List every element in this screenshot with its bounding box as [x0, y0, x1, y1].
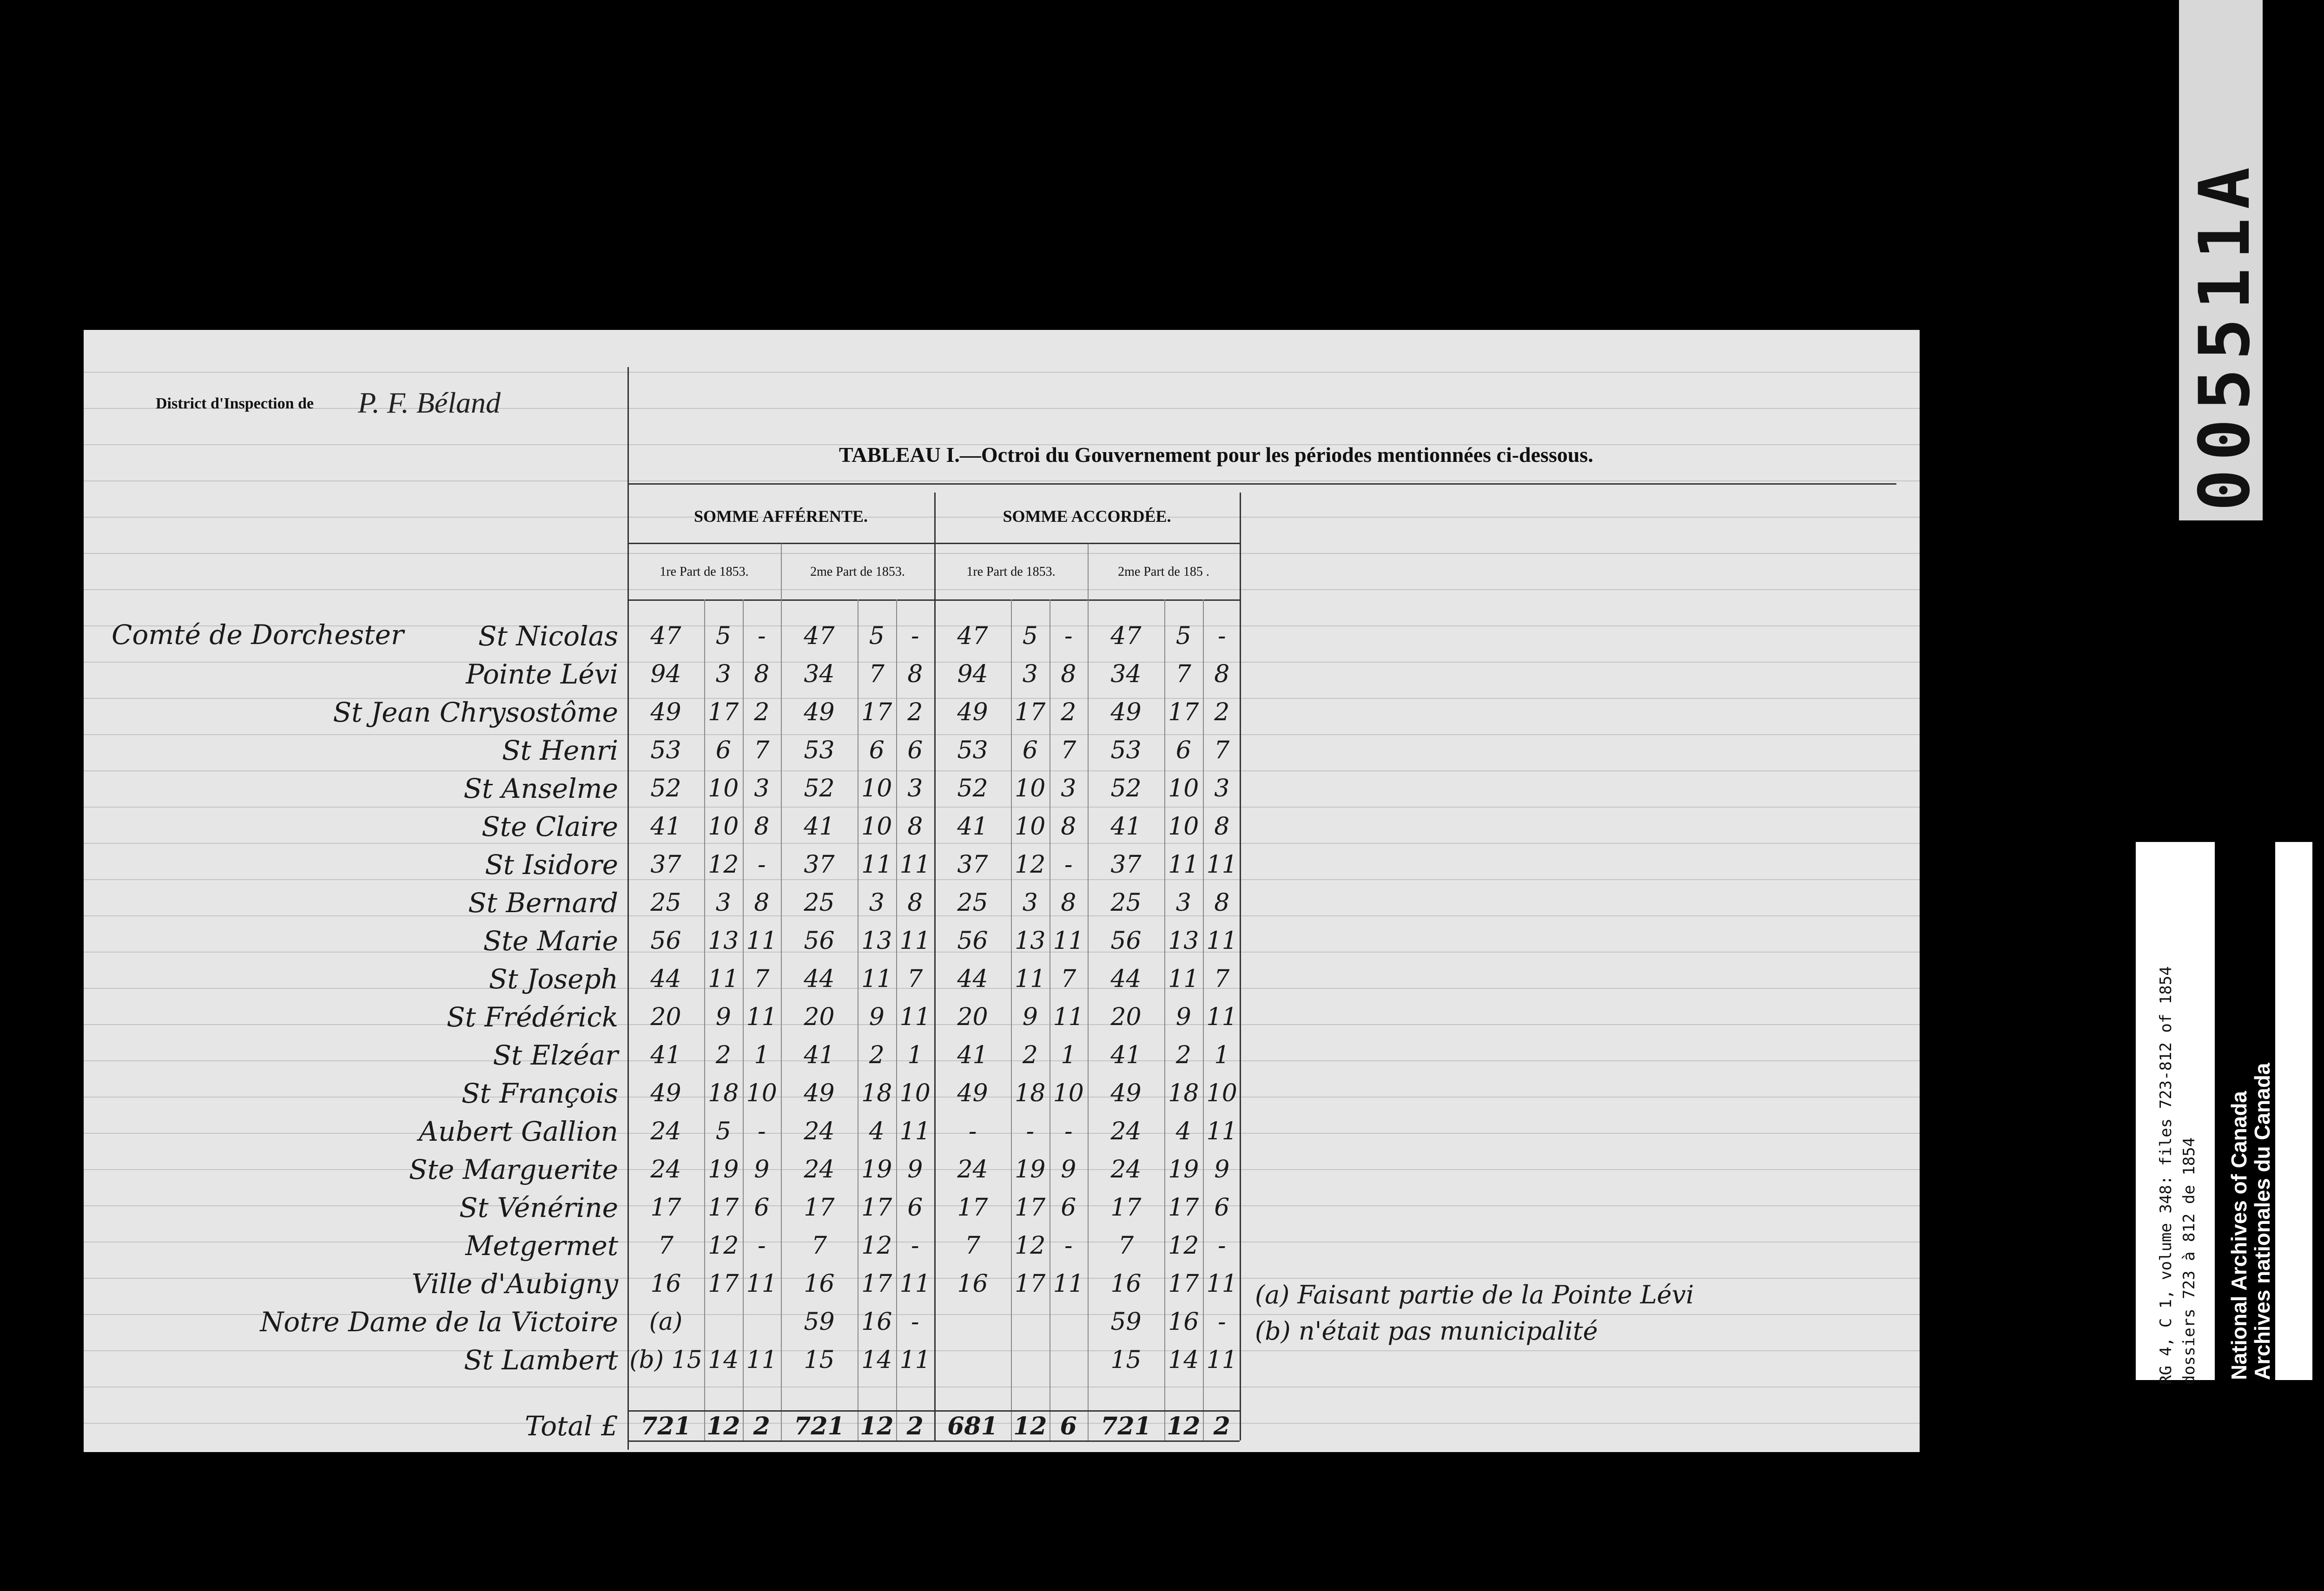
amount-cell: 37 [1110, 851, 1142, 879]
amount-cell: 6 [1022, 736, 1038, 764]
amount-cell: 94 [650, 660, 681, 688]
group-rule [627, 543, 1240, 544]
amount-cell: 7 [1175, 660, 1191, 688]
amount-cell: 9 [907, 1156, 923, 1183]
amount-cell: - [1064, 1232, 1073, 1260]
amount-cell: 53 [650, 736, 681, 764]
amount-cell: 56 [1110, 927, 1142, 955]
amount-cell: 17 [957, 1194, 988, 1222]
amount-cell: 10 [1168, 813, 1199, 841]
amount-cell: 5 [1022, 622, 1038, 650]
amount-cell: 41 [957, 1041, 988, 1069]
amount-cell: 19 [861, 1156, 892, 1183]
amount-cell: - [757, 1232, 766, 1260]
amount-cell: 3 [1022, 889, 1038, 917]
archive-org-en: National Archives of Canada [2227, 1091, 2251, 1380]
amount-cell: 49 [957, 1079, 988, 1107]
total-top-rule [627, 1410, 1240, 1412]
amount-cell: 8 [1214, 813, 1230, 841]
amount-cell: 25 [804, 889, 835, 917]
amount-cell: 17 [861, 1194, 892, 1222]
total-label: Total £ [525, 1410, 618, 1442]
amount-cell: 1 [1214, 1041, 1230, 1069]
amount-cell: 19 [708, 1156, 739, 1183]
amount-cell: 10 [708, 775, 739, 802]
amount-cell: - [911, 1232, 919, 1260]
amount-cell: 5 [1175, 622, 1191, 650]
amount-cell: 11 [1015, 965, 1046, 993]
amount-cell: 10 [708, 813, 739, 841]
amount-cell: 10 [1206, 1079, 1237, 1107]
row-label: St Frédérick [446, 1001, 618, 1033]
amount-cell: 56 [804, 927, 835, 955]
row-label: St Jean Chrysostôme [333, 697, 618, 728]
amount-cell: 7 [964, 1232, 981, 1260]
amount-cell: 11 [1206, 1003, 1237, 1031]
row-label: Ville d'Aubigny [411, 1268, 618, 1300]
amount-cell: 53 [804, 736, 835, 764]
amount-cell: 41 [650, 813, 681, 841]
subheader-rule [627, 599, 1240, 601]
amount-cell: 44 [1110, 965, 1142, 993]
amount-cell: 13 [708, 927, 739, 955]
amount-cell: 11 [899, 1118, 931, 1145]
amount-cell: 24 [1110, 1118, 1142, 1145]
amount-cell: (b) 15 [629, 1346, 702, 1374]
amount-cell: 12 [708, 851, 739, 879]
amount-cell: 10 [1053, 1079, 1084, 1107]
row-label: St Anselme [463, 773, 618, 804]
amount-cell: 14 [708, 1346, 739, 1374]
total-cell: 721 [794, 1412, 845, 1440]
amount-cell: 9 [754, 1156, 770, 1183]
amount-cell: 16 [804, 1270, 835, 1298]
amount-cell: 11 [1206, 1118, 1237, 1145]
row-label: Pointe Lévi [466, 658, 618, 690]
amount-cell: 53 [957, 736, 988, 764]
amount-cell: 52 [804, 775, 835, 802]
row-label: St Bernard [468, 887, 618, 919]
amount-cell: 19 [1168, 1156, 1199, 1183]
amount-cell: 12 [1015, 1232, 1046, 1260]
amount-cell: 14 [861, 1346, 892, 1374]
amount-cell: - [757, 851, 766, 879]
district-inspector-name: P. F. Béland [358, 386, 501, 419]
amount-cell: 17 [708, 1194, 739, 1222]
row-label: Ste Marguerite [409, 1154, 618, 1185]
total-cell: 721 [1101, 1412, 1151, 1440]
amount-cell: 41 [804, 813, 835, 841]
amount-cell: 16 [650, 1270, 681, 1298]
amount-cell: 7 [754, 736, 770, 764]
amount-cell: 37 [957, 851, 988, 879]
amount-cell: 44 [957, 965, 988, 993]
amount-cell: 10 [899, 1079, 931, 1107]
amount-cell: 2 [907, 698, 923, 726]
amount-cell: 41 [1110, 1041, 1142, 1069]
amount-cell: 47 [1110, 622, 1142, 650]
amount-cell: 2 [715, 1041, 731, 1069]
ruled-line [84, 589, 1920, 590]
amount-cell: 17 [1015, 698, 1046, 726]
amount-cell: 20 [1110, 1003, 1142, 1031]
amount-cell: 9 [869, 1003, 885, 1031]
amount-cell: 11 [746, 1346, 777, 1374]
amount-cell: 56 [957, 927, 988, 955]
row-label: Ste Claire [482, 811, 618, 842]
row-label: St Lambert [463, 1344, 618, 1376]
amount-cell: 6 [1061, 1194, 1076, 1222]
amount-cell: 9 [1022, 1003, 1038, 1031]
amount-cell: 12 [708, 1232, 739, 1260]
group-header-afferente: SOMME AFFÉRENTE. [693, 507, 868, 526]
row-label: St Joseph [489, 963, 618, 995]
amount-cell: 11 [746, 927, 777, 955]
amount-cell: 25 [650, 889, 681, 917]
total-cell: 12 [1167, 1412, 1201, 1440]
sub-header-2: 2me Part de 1853. [810, 565, 905, 579]
amount-cell: 8 [907, 660, 923, 688]
amount-cell: 11 [1053, 1270, 1084, 1298]
amount-cell: 49 [957, 698, 988, 726]
total-cell: 6 [1060, 1412, 1077, 1440]
ruled-line [84, 843, 1920, 844]
amount-cell: 3 [869, 889, 885, 917]
amount-cell: 59 [804, 1308, 835, 1336]
amount-cell: 24 [957, 1156, 988, 1183]
ruled-line [84, 553, 1920, 554]
amount-cell: 7 [1061, 965, 1076, 993]
amount-cell: 7 [754, 965, 770, 993]
amount-cell: 6 [754, 1194, 770, 1222]
amount-cell: 53 [1110, 736, 1142, 764]
amount-cell: 10 [861, 775, 892, 802]
amount-cell: 20 [650, 1003, 681, 1031]
amount-cell: 2 [1214, 698, 1230, 726]
amount-cell: 16 [957, 1270, 988, 1298]
sub-header-4: 2me Part de 185 . [1118, 565, 1209, 579]
amount-cell: 7 [811, 1232, 827, 1260]
district-label: District d'Inspection de [156, 395, 314, 412]
amount-cell: 9 [1214, 1156, 1230, 1183]
row-label: Ste Marie [483, 925, 618, 957]
amount-cell: 18 [861, 1079, 892, 1107]
ruled-line [84, 372, 1920, 373]
amount-cell: 17 [708, 698, 739, 726]
amount-cell: 1 [754, 1041, 770, 1069]
amount-cell: 41 [1110, 813, 1142, 841]
amount-cell: 13 [1168, 927, 1199, 955]
amount-cell: 49 [650, 1079, 681, 1107]
amount-cell: 44 [804, 965, 835, 993]
archive-org-fr: Archives nationales du Canada [2250, 1063, 2274, 1380]
row-label: Notre Dame de la Victoire [260, 1306, 618, 1338]
amount-cell: - [1217, 1308, 1226, 1336]
amount-cell: 9 [715, 1003, 731, 1031]
amount-cell: 47 [957, 622, 988, 650]
amount-cell: 3 [1214, 775, 1230, 802]
amount-cell: 44 [650, 965, 681, 993]
amount-cell: 11 [1168, 851, 1199, 879]
amount-cell: 2 [869, 1041, 885, 1069]
amount-cell: 3 [907, 775, 923, 802]
amount-cell: 7 [907, 965, 923, 993]
amount-cell: 6 [1214, 1194, 1230, 1222]
amount-cell: 17 [861, 698, 892, 726]
row-label: St Nicolas [478, 620, 618, 652]
ruled-line [84, 480, 1920, 481]
amount-cell: 6 [869, 736, 885, 764]
amount-cell: 5 [715, 1118, 731, 1145]
amount-cell: 49 [804, 1079, 835, 1107]
total-cell: 2 [1213, 1412, 1230, 1440]
total-cell: 12 [706, 1412, 740, 1440]
amount-cell: 6 [1175, 736, 1191, 764]
amount-cell: 6 [715, 736, 731, 764]
amount-cell: 3 [715, 889, 731, 917]
amount-cell: 37 [804, 851, 835, 879]
amount-cell: 49 [1110, 698, 1142, 726]
amount-cell: 11 [899, 1346, 931, 1374]
amount-cell: 10 [746, 1079, 777, 1107]
amount-cell: 52 [1110, 775, 1142, 802]
amount-cell: 8 [1061, 813, 1076, 841]
amount-cell: 52 [957, 775, 988, 802]
amount-cell: 8 [754, 889, 770, 917]
sub-header-3: 1re Part de 1853. [966, 565, 1056, 579]
amount-cell: 20 [957, 1003, 988, 1031]
amount-cell: 11 [1206, 1270, 1237, 1298]
amount-cell: 10 [861, 813, 892, 841]
amount-cell: - [911, 1308, 919, 1336]
amount-cell: 8 [754, 660, 770, 688]
row-label: St François [461, 1078, 618, 1109]
amount-cell: 3 [1022, 660, 1038, 688]
amount-cell: 8 [1214, 889, 1230, 917]
amount-cell: 41 [650, 1041, 681, 1069]
amount-cell: 24 [650, 1118, 681, 1145]
amount-cell: 11 [861, 851, 892, 879]
amount-cell: 11 [1206, 927, 1237, 955]
row-label: St Henri [502, 735, 618, 766]
amount-cell: 19 [1015, 1156, 1046, 1183]
amount-cell: 5 [715, 622, 731, 650]
total-cell: 2 [753, 1412, 770, 1440]
amount-cell: 24 [650, 1156, 681, 1183]
amount-cell: 2 [1061, 698, 1076, 726]
total-cell: 2 [906, 1412, 924, 1440]
amount-cell: 7 [658, 1232, 674, 1260]
amount-cell: 18 [1015, 1079, 1046, 1107]
amount-cell: 8 [1061, 889, 1076, 917]
amount-cell: 24 [804, 1118, 835, 1145]
amount-cell: - [911, 622, 919, 650]
amount-cell: 47 [804, 622, 835, 650]
amount-cell: 5 [869, 622, 885, 650]
amount-cell: 11 [708, 965, 739, 993]
amount-cell: - [1217, 622, 1226, 650]
amount-cell: - [1064, 622, 1073, 650]
amount-cell: - [757, 1118, 766, 1145]
amount-cell: 25 [1110, 889, 1142, 917]
amount-cell: 2 [1175, 1041, 1191, 1069]
amount-cell: 9 [1061, 1156, 1076, 1183]
amount-cell: 41 [804, 1041, 835, 1069]
amount-cell: 11 [746, 1270, 777, 1298]
total-cell: 12 [860, 1412, 894, 1440]
county-label: Comté de Dorchester [112, 619, 404, 651]
total-cell: 681 [947, 1412, 998, 1440]
amount-cell: 37 [650, 851, 681, 879]
amount-cell: - [1026, 1118, 1035, 1145]
amount-cell: 49 [1110, 1079, 1142, 1107]
amount-cell: 1 [907, 1041, 923, 1069]
amount-cell: 11 [899, 851, 931, 879]
amount-cell: 17 [1015, 1270, 1046, 1298]
row-label: Metgermet [465, 1230, 618, 1262]
amount-cell: 2 [754, 698, 770, 726]
amount-cell: 8 [907, 889, 923, 917]
amount-cell: 25 [957, 889, 988, 917]
amount-cell: (a) [649, 1308, 683, 1336]
amount-cell: 11 [899, 1270, 931, 1298]
note-b: (b) n'était pas municipalité [1255, 1316, 1598, 1346]
amount-cell: 49 [804, 698, 835, 726]
amount-cell: 16 [1168, 1308, 1199, 1336]
amount-cell: 11 [1206, 851, 1237, 879]
amount-cell: 18 [708, 1079, 739, 1107]
note-a: (a) Faisant partie de la Pointe Lévi [1255, 1280, 1694, 1309]
amount-cell: 7 [1061, 736, 1076, 764]
amount-cell: 11 [1053, 1003, 1084, 1031]
amount-cell: 59 [1110, 1308, 1142, 1336]
table-title: TABLEAU I.—Octroi du Gouvernement pour les périodes mentionnées ci-dessous. [839, 443, 1593, 467]
amount-cell: 16 [1110, 1270, 1142, 1298]
amount-cell: 10 [1168, 775, 1199, 802]
reel-number: 005511A [2185, 158, 2265, 511]
amount-cell: 4 [869, 1118, 885, 1145]
amount-cell: 12 [1168, 1232, 1199, 1260]
amount-cell: 17 [804, 1194, 835, 1222]
total-cell: 12 [1013, 1412, 1047, 1440]
amount-cell: 8 [907, 813, 923, 841]
amount-cell: 7 [1214, 736, 1230, 764]
group-header-accordee: SOMME ACCORDÉE. [1003, 507, 1171, 526]
amount-cell: 41 [957, 813, 988, 841]
amount-cell: - [1217, 1232, 1226, 1260]
row-label: St Vénérine [459, 1192, 618, 1223]
amount-cell: 11 [1206, 1346, 1237, 1374]
amount-cell: 34 [804, 660, 835, 688]
amount-cell: - [968, 1118, 977, 1145]
amount-cell: 11 [1168, 965, 1199, 993]
amount-cell: 10 [1015, 813, 1046, 841]
amount-cell: 7 [1214, 965, 1230, 993]
amount-cell: - [757, 622, 766, 650]
amount-cell: 13 [1015, 927, 1046, 955]
amount-cell: 14 [1168, 1346, 1199, 1374]
amount-cell: 18 [1168, 1079, 1199, 1107]
amount-cell: 17 [1168, 1194, 1199, 1222]
amount-cell: 17 [708, 1270, 739, 1298]
amount-cell: 7 [1118, 1232, 1134, 1260]
amount-cell: 12 [861, 1232, 892, 1260]
header-top-rule [627, 483, 1896, 485]
document-sheet [84, 330, 1920, 1452]
amount-cell: 8 [1061, 660, 1076, 688]
amount-cell: 6 [907, 1194, 923, 1222]
row-label: Aubert Gallion [419, 1116, 618, 1147]
amount-cell: 11 [899, 927, 931, 955]
amount-cell: 13 [861, 927, 892, 955]
row-label: St Elzéar [493, 1039, 618, 1071]
amount-cell: 15 [804, 1346, 835, 1374]
amount-cell: 17 [1015, 1194, 1046, 1222]
amount-cell: 7 [869, 660, 885, 688]
amount-cell: 16 [861, 1308, 892, 1336]
amount-cell: 2 [1022, 1041, 1038, 1069]
amount-cell: 49 [650, 698, 681, 726]
amount-cell: 3 [1175, 889, 1191, 917]
amount-cell: 15 [1110, 1346, 1142, 1374]
amount-cell: 11 [1053, 927, 1084, 955]
amount-cell: 11 [861, 965, 892, 993]
amount-cell: 11 [899, 1003, 931, 1031]
amount-cell: 34 [1110, 660, 1142, 688]
amount-cell: - [1064, 1118, 1073, 1145]
amount-cell: 12 [1015, 851, 1046, 879]
amount-cell: 4 [1175, 1118, 1191, 1145]
total-cell: 721 [640, 1412, 691, 1440]
amount-cell: 9 [1175, 1003, 1191, 1031]
sub-header-1: 1re Part de 1853. [660, 565, 749, 579]
amount-cell: 8 [1214, 660, 1230, 688]
row-label: St Isidore [485, 849, 618, 881]
total-bottom-rule [627, 1440, 1240, 1442]
amount-cell: 17 [1168, 698, 1199, 726]
amount-cell: 17 [650, 1194, 681, 1222]
amount-cell: 94 [957, 660, 988, 688]
amount-cell: 3 [715, 660, 731, 688]
amount-cell: 24 [804, 1156, 835, 1183]
amount-cell: 10 [1015, 775, 1046, 802]
amount-cell: 3 [1061, 775, 1076, 802]
amount-cell: 8 [754, 813, 770, 841]
amount-cell: 6 [907, 736, 923, 764]
amount-cell: 52 [650, 775, 681, 802]
amount-cell: 20 [804, 1003, 835, 1031]
amount-cell: - [1064, 851, 1073, 879]
amount-cell: 3 [754, 775, 770, 802]
amount-cell: 56 [650, 927, 681, 955]
amount-cell: 17 [1110, 1194, 1142, 1222]
archive-ref-line-1: RG 4, C 1, volume 348: files 723-812 of 1854 [2157, 966, 2175, 1385]
amount-cell: 47 [650, 622, 681, 650]
amount-cell: 1 [1061, 1041, 1076, 1069]
amount-cell: 24 [1110, 1156, 1142, 1183]
amount-cell: 11 [746, 1003, 777, 1031]
ruled-line [84, 807, 1920, 808]
archive-ref-line-2: dossiers 723 à 812 de 1854 [2180, 1137, 2199, 1385]
ruled-line [84, 770, 1920, 771]
amount-cell: 17 [861, 1270, 892, 1298]
amount-cell: 17 [1168, 1270, 1199, 1298]
